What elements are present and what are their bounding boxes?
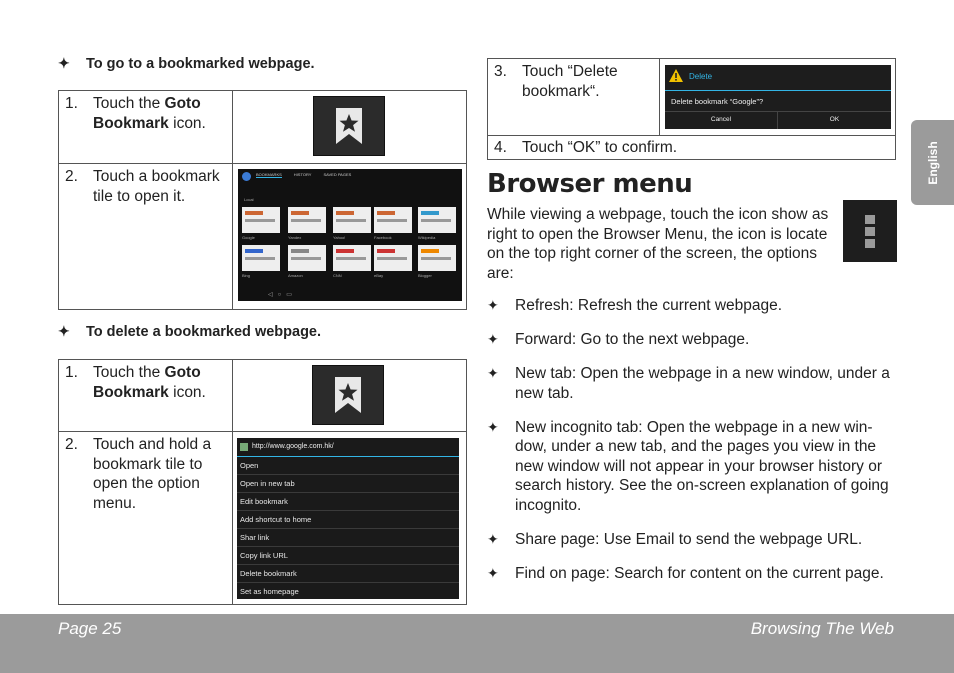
bookmark-tile[interactable] bbox=[333, 207, 371, 233]
menu-item-copy-link[interactable]: Copy link URL bbox=[237, 546, 459, 564]
heading-text: To delete a bookmarked webpage. bbox=[86, 323, 322, 340]
step-image-cell bbox=[233, 164, 467, 310]
tile-label: Yandex bbox=[288, 235, 302, 240]
tile-label: Yahoo! bbox=[333, 235, 346, 240]
tile-label: Wikipedia bbox=[418, 235, 436, 240]
list-item: ✦ New incognito tab: Open the webpage in a new win-dow, under a new tab, and the pages you view in the new window will not appear in your browser history or search history. See the on-screen explanation of going incognito. bbox=[487, 418, 889, 514]
bullet-star-icon: ✦ bbox=[58, 55, 70, 71]
bookmark-tile[interactable] bbox=[374, 245, 412, 271]
step-row bbox=[59, 164, 467, 310]
step-description: Touch “OK” to confirm. bbox=[522, 139, 678, 156]
delete-bookmark-steps-table bbox=[58, 359, 467, 605]
tile-label: CNN bbox=[333, 273, 342, 278]
step-description: Touch the Goto Bookmark icon. bbox=[93, 364, 206, 401]
step-row bbox=[59, 432, 467, 605]
dialog-title: Delete bbox=[689, 72, 713, 81]
step-text bbox=[488, 59, 660, 136]
bullet-star-icon: ✦ bbox=[487, 365, 499, 381]
bullet-star-icon: ✦ bbox=[487, 297, 499, 313]
step-description: Touch “Delete bookmark“. bbox=[522, 63, 618, 100]
browser-menu-icon bbox=[843, 200, 897, 262]
step-text bbox=[59, 91, 233, 164]
browser-menu-options-list bbox=[487, 296, 897, 583]
step-row bbox=[488, 59, 896, 136]
dialog-divider bbox=[665, 90, 891, 91]
step-image-cell bbox=[233, 91, 467, 164]
list-item: ✦ New tab: Open the webpage in a new window, under a new tab. bbox=[487, 365, 890, 402]
step-description: Touch a bookmark tile to open it. bbox=[93, 168, 220, 205]
goto-bookmark-icon bbox=[313, 96, 385, 156]
menu-item-open-new-tab[interactable]: Open in new tab bbox=[237, 474, 459, 492]
list-item: ✦ Find on page: Search for content on the current page. bbox=[487, 564, 884, 582]
step-number: 2. bbox=[65, 436, 78, 453]
bullet-star-icon: ✦ bbox=[487, 331, 499, 347]
tile-label: Facebook bbox=[374, 235, 392, 240]
language-side-tab bbox=[911, 120, 954, 205]
step-text bbox=[59, 432, 233, 605]
bullet-star-icon: ✦ bbox=[487, 530, 499, 547]
list-item: ✦ Share page: Use Email to send the webpage URL. bbox=[487, 530, 863, 548]
goto-bookmark-steps-table bbox=[58, 90, 467, 310]
step-text bbox=[59, 164, 233, 310]
warning-icon bbox=[669, 69, 683, 82]
browser-globe-icon bbox=[242, 172, 251, 181]
step-description: Touch and hold a bookmark tile to open the option menu. bbox=[93, 436, 212, 512]
folder-label: Local bbox=[244, 197, 254, 202]
tile-label: Amazon bbox=[288, 273, 303, 278]
dialog-cancel-button[interactable]: Cancel bbox=[665, 111, 778, 129]
step-image-cell bbox=[233, 360, 467, 432]
page-number: Page 25 bbox=[58, 619, 122, 638]
section-title: Browser menu bbox=[487, 169, 693, 199]
menu-item-delete-bookmark[interactable]: Delete bookmark bbox=[237, 564, 459, 582]
intro-paragraph: While viewing a webpage, touch the icon show as right to open the Browser Menu, the icon is locate on the top right corner of the screen, the options are: bbox=[487, 206, 829, 282]
step-number: 1. bbox=[65, 364, 78, 381]
heading-goto-bookmark bbox=[58, 55, 315, 72]
bullet-star-icon: ✦ bbox=[487, 418, 499, 435]
dialog-message: Delete bookmark “Google”? bbox=[671, 97, 764, 106]
menu-item-set-homepage[interactable]: Set as homepage bbox=[237, 582, 459, 599]
bookmark-tile[interactable] bbox=[418, 245, 456, 271]
step-description: Touch the Goto Bookmark icon. bbox=[93, 95, 206, 132]
step-row bbox=[59, 91, 467, 164]
step-number: 3. bbox=[494, 63, 507, 80]
menu-item-open[interactable]: Open bbox=[237, 456, 459, 474]
step-number: 2. bbox=[65, 168, 78, 185]
delete-dialog-screenshot bbox=[665, 65, 891, 129]
heading-text: To go to a bookmarked webpage. bbox=[86, 55, 315, 72]
site-favicon-icon bbox=[240, 443, 248, 451]
menu-item-share-link[interactable]: Shar link bbox=[237, 528, 459, 546]
menu-url: http://www.google.com.hk/ bbox=[252, 443, 334, 450]
bookmark-tile[interactable] bbox=[288, 207, 326, 233]
goto-bookmark-icon bbox=[312, 365, 384, 425]
bookmark-tile[interactable] bbox=[242, 207, 280, 233]
bookmark-tile[interactable] bbox=[418, 207, 456, 233]
menu-item-edit-bookmark[interactable]: Edit bookmark bbox=[237, 492, 459, 510]
step-row bbox=[488, 136, 896, 160]
step-number: 1. bbox=[65, 95, 78, 112]
tile-label: Blogger bbox=[418, 273, 432, 278]
tile-label: eBay bbox=[374, 273, 384, 278]
step-image-cell bbox=[233, 432, 467, 605]
bookmark-tile[interactable] bbox=[374, 207, 412, 233]
footer-section-title: Browsing The Web bbox=[750, 619, 894, 638]
system-nav-icons: ◁ ○ ▭ bbox=[268, 292, 292, 298]
bookmark-tabs: BOOKMARKS HISTORY SAVED PAGES bbox=[256, 172, 352, 177]
step-text bbox=[59, 360, 233, 432]
bookmark-tile[interactable] bbox=[333, 245, 371, 271]
tile-label: Google bbox=[242, 235, 255, 240]
bookmark-tile[interactable] bbox=[242, 245, 280, 271]
heading-delete-bookmark bbox=[58, 323, 321, 340]
step-number: 4. bbox=[494, 139, 507, 156]
list-item: ✦ Forward: Go to the next webpage. bbox=[487, 331, 750, 348]
bullet-star-icon: ✦ bbox=[58, 323, 70, 339]
dialog-ok-button[interactable]: OK bbox=[778, 111, 891, 129]
page-footer bbox=[0, 614, 954, 673]
list-item: ✦ Refresh: Refresh the current webpage. bbox=[487, 297, 783, 314]
step-row bbox=[59, 360, 467, 432]
menu-item-add-shortcut[interactable]: Add shortcut to home bbox=[237, 510, 459, 528]
delete-confirm-steps-table bbox=[487, 58, 896, 160]
option-menu-screenshot bbox=[237, 438, 459, 599]
step-image-cell bbox=[660, 59, 896, 136]
bullet-star-icon: ✦ bbox=[487, 564, 499, 581]
bookmarks-screenshot bbox=[238, 169, 462, 301]
bookmark-tile[interactable] bbox=[288, 245, 326, 271]
tile-label: Bing bbox=[242, 273, 251, 278]
language-label: English bbox=[925, 140, 940, 185]
step-text bbox=[488, 136, 896, 160]
